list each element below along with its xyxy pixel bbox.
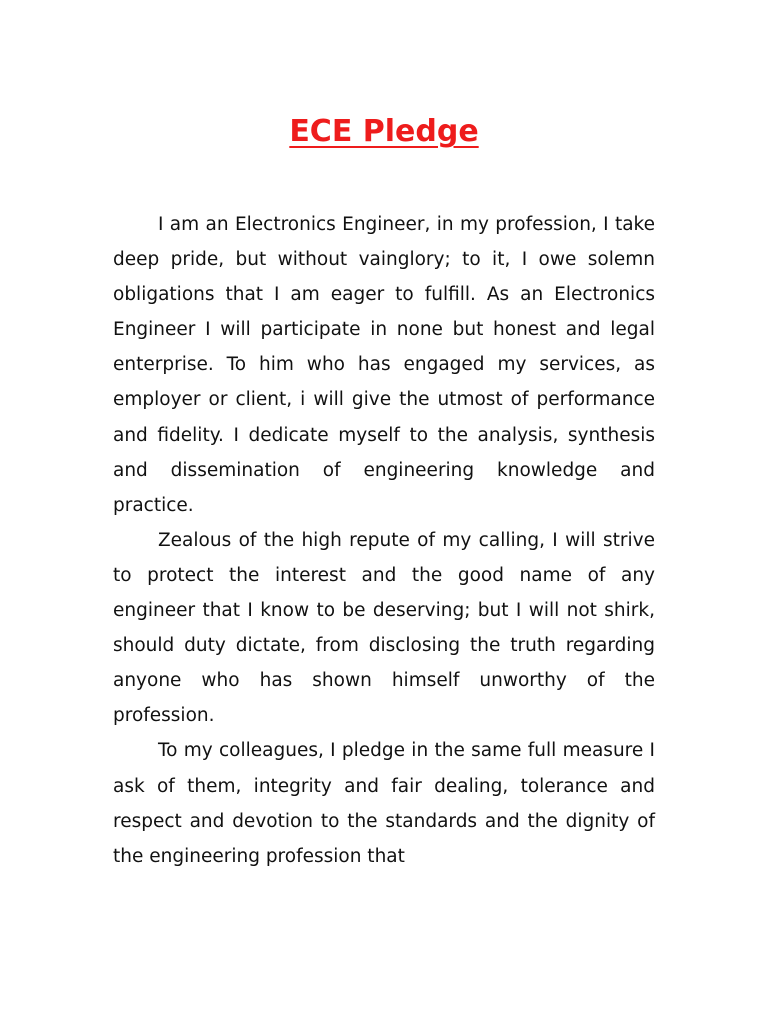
page-title-text: ECE Pledge — [289, 114, 479, 149]
paragraph-1: I am an Electronics Engineer, in my profession, I take deep pride, but without vainglory; to it, I owe solemn obligations that I am eager to fulfill. As an Electronics Engineer I will participate in none but honest and legal enterprise. To him who has engaged my services, as employer or client, i will give the utmost of performance and fidelity. I dedicate myself to the analysis, synthesis and dissemination of engineering knowledge and practice. — [113, 214, 655, 516]
page-title — [0, 112, 768, 152]
pledge-body — [113, 207, 655, 874]
paragraph-3: To my colleagues, I pledge in the same full measure I ask of them, integrity and fair dealing, tolerance and respect and devotion to the standards and the dignity of the engineering profession that — [113, 740, 655, 867]
paragraph-2: Zealous of the high repute of my calling, I will strive to protect the interest and the good name of any engineer that I know to be deserving; but I will not shirk, should duty dictate, from disclosing the truth regarding anyone who has shown himself unworthy of the profession. — [113, 529, 655, 727]
